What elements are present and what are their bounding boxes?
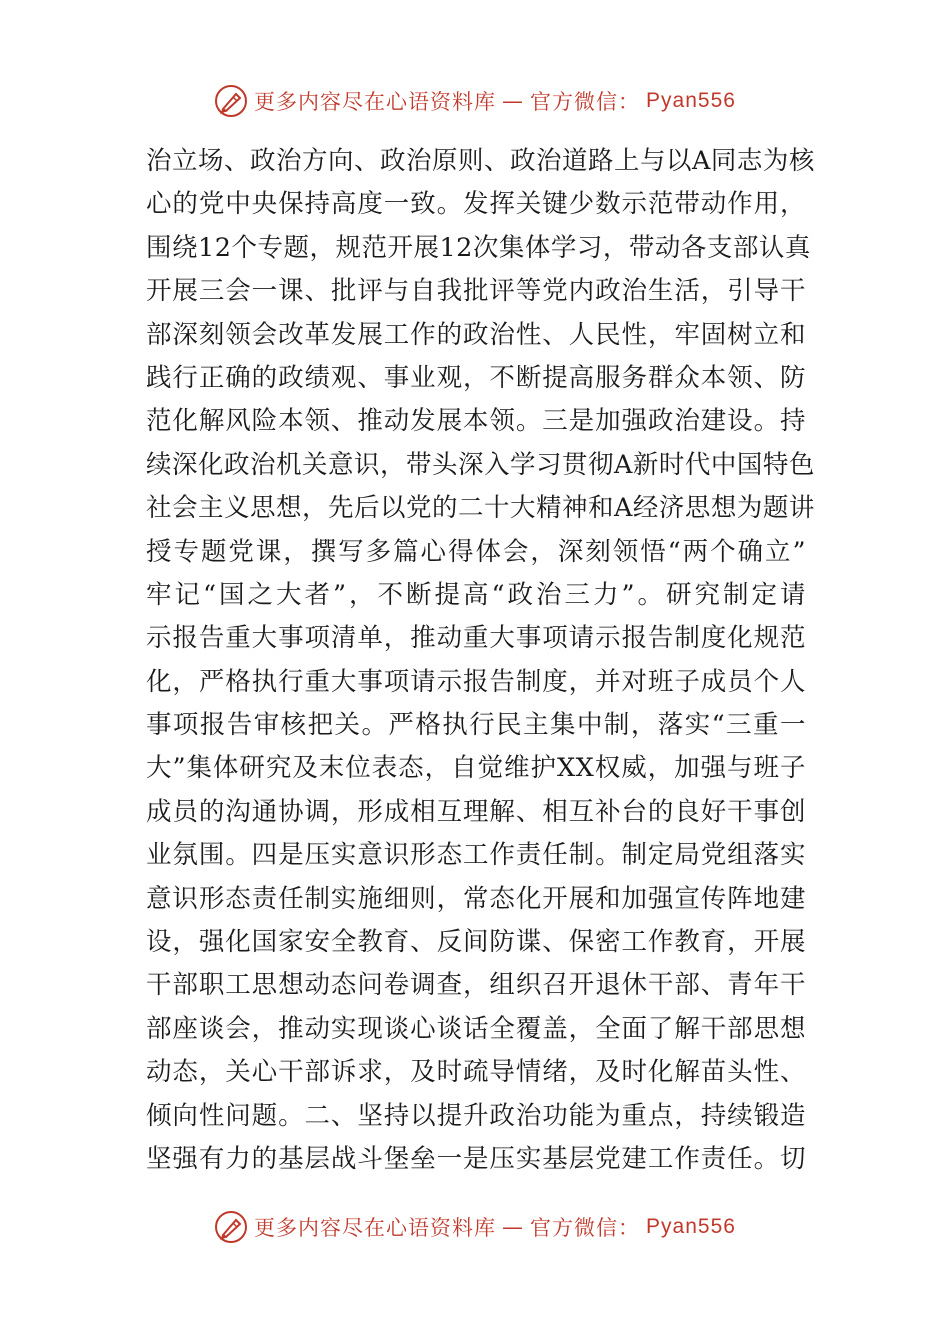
body-text-line: 社会主义思想，先后以党的二十大精神和A经济思想为题讲 [146, 493, 815, 524]
watermark-handle: Pyan556 [646, 89, 736, 112]
body-text-line: 范化解风险本领、推动发展本领。三是加强政治建设。持 [146, 406, 806, 437]
body-text-line: 践行正确的政绩观、事业观，不断提高服务群众本领、防 [146, 362, 806, 393]
body-text-line: 成员的沟通协调，形成相互理解、相互补台的良好干事创 [146, 796, 806, 827]
watermark-official-label: 官方微信： [530, 90, 641, 114]
body-text-line: 坚强有力的基层战斗堡垒一是压实基层党建工作责任。切 [146, 1143, 806, 1174]
header-watermark [0, 84, 950, 118]
body-text-line: 业氛围。四是压实意识形态工作责任制。制定局党组落实 [146, 840, 806, 871]
body-text-line: 化，严格执行重大事项请示报告制度，并对班子成员个人 [146, 666, 806, 697]
watermark-official-label: 官方微信： [530, 1216, 641, 1240]
watermark-brand-text: 更多内容尽在心语资料库 [254, 90, 497, 114]
body-text-line: 干部职工思想动态问卷调查，组织召开退休干部、青年干 [146, 970, 806, 1001]
body-text-line: 意识形态责任制实施细则，常态化开展和加强宣传阵地建 [146, 883, 806, 914]
document-body [146, 140, 815, 1181]
watermark-separator: — [502, 1215, 525, 1239]
watermark-brand-text: 更多内容尽在心语资料库 [254, 1216, 497, 1240]
watermark-separator: — [502, 89, 525, 113]
body-text-line: 事项报告审核把关。严格执行民主集中制，落实“三重一 [146, 710, 806, 741]
watermark-handle: Pyan556 [646, 1215, 736, 1238]
pen-nib-circle-icon [214, 84, 248, 118]
body-text-line: 续深化政治机关意识，带头深入学习贯彻A新时代中国特色 [146, 449, 815, 480]
body-text-line: 部深刻领会改革发展工作的政治性、人民性，牢固树立和 [146, 319, 806, 350]
body-text-line: 设，强化国家安全教育、反间防谍、保密工作教育，开展 [146, 927, 806, 958]
body-text-line: 牢记“国之大者”，不断提高“政治三力”。研究制定请 [146, 579, 806, 610]
footer-watermark [0, 1210, 950, 1244]
body-text-line: 治立场、政治方向、政治原则、政治道路上与以A同志为核 [146, 146, 815, 176]
body-text-line: 大”集体研究及末位表态，自觉维护XX权威，加强与班子 [146, 753, 806, 784]
body-text-line: 心的党中央保持高度一致。发挥关键少数示范带动作用， [146, 189, 806, 220]
body-text-line: 授专题党课，撰写多篇心得体会，深刻领悟“两个确立” [146, 536, 806, 567]
body-text-line: 部座谈会，推动实现谈心谈话全覆盖，全面了解干部思想 [146, 1013, 806, 1044]
pen-nib-circle-icon [214, 1210, 248, 1244]
body-text-line: 动态，关心干部诉求，及时疏导情绪，及时化解苗头性、 [146, 1057, 806, 1088]
body-text-line: 开展三会一课、批评与自我批评等党内政治生活，引导干 [146, 276, 806, 307]
body-text-line: 示报告重大事项清单，推动重大事项请示报告制度化规范 [146, 623, 806, 654]
body-text-line: 倾向性问题。二、坚持以提升政治功能为重点，持续锻造 [146, 1100, 806, 1131]
body-text-line: 围绕12个专题，规范开展12次集体学习，带动各支部认真 [146, 232, 811, 263]
